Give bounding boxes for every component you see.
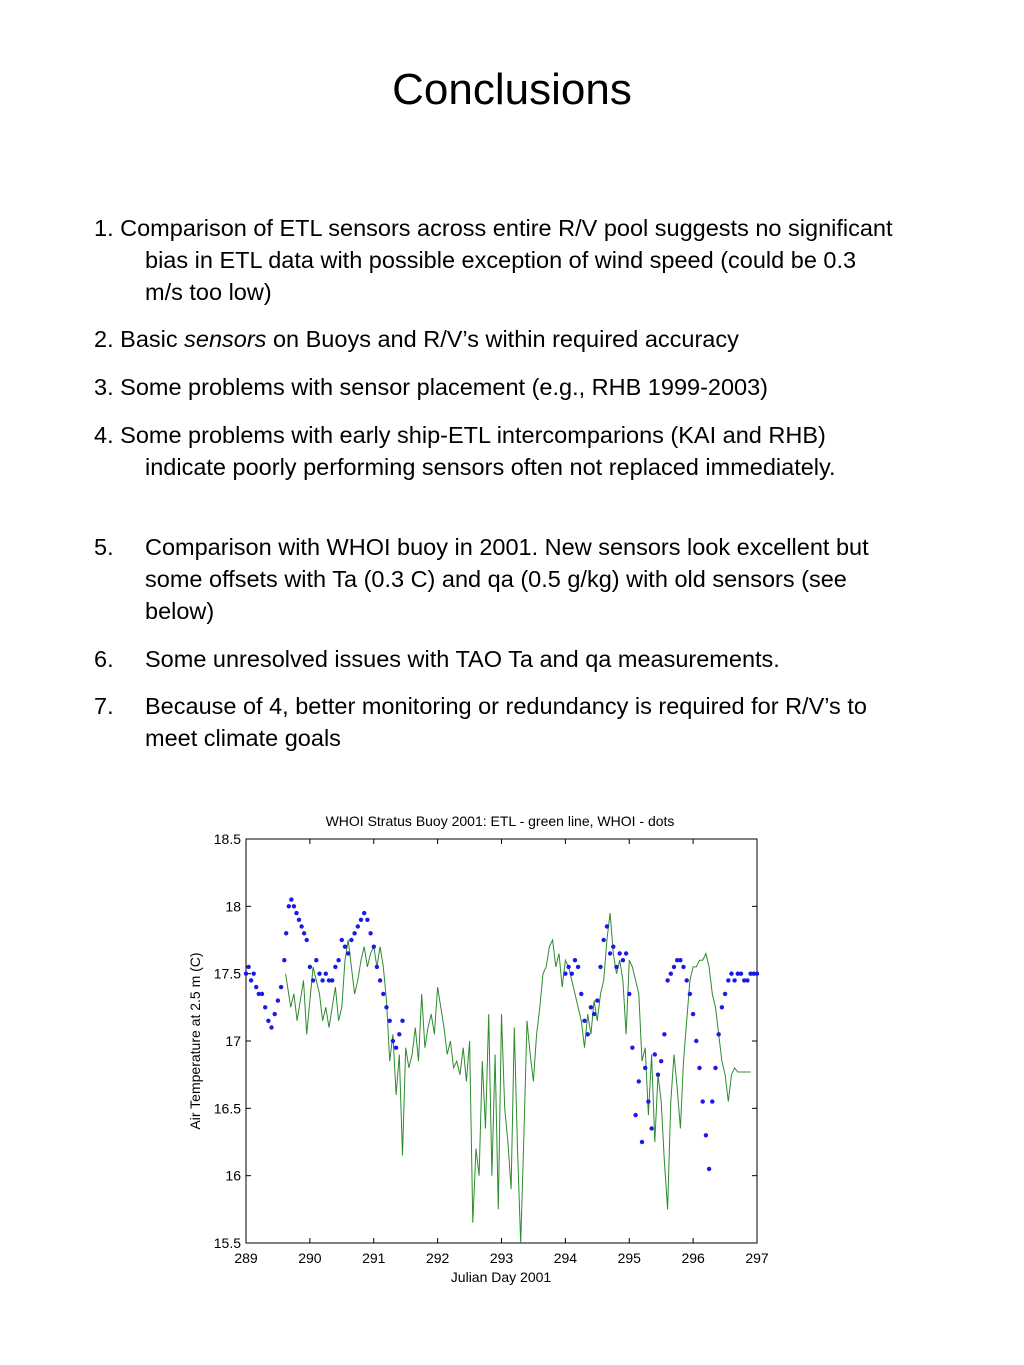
- whoi-dot: [570, 972, 574, 976]
- whoi-dot: [400, 1019, 404, 1023]
- whoi-dot: [586, 1032, 590, 1036]
- conclusion-item-3: [94, 371, 894, 403]
- whoi-dot: [302, 931, 306, 935]
- whoi-dot: [678, 958, 682, 962]
- whoi-dot: [346, 951, 350, 955]
- whoi-dot: [701, 1099, 705, 1103]
- whoi-dot: [656, 1073, 660, 1077]
- whoi-dot: [359, 918, 363, 922]
- etl-series: [286, 913, 751, 1243]
- whoi-dot: [592, 1012, 596, 1016]
- whoi-dot: [627, 992, 631, 996]
- whoi-dot: [694, 1039, 698, 1043]
- whoi-dot: [653, 1052, 657, 1056]
- y-tick-label: 16.5: [213, 1100, 241, 1117]
- conclusion-text: Some problems with early ship-ETL intercomparions (KAI and RHB) indicate poorly performing sensors often not replaced immediately.: [120, 422, 836, 480]
- whoi-dot: [710, 1099, 714, 1103]
- whoi-dot: [299, 924, 303, 928]
- whoi-dot: [669, 972, 673, 976]
- conclusion-number: 7.: [94, 693, 114, 719]
- whoi-dot: [697, 1066, 701, 1070]
- whoi-dot: [726, 978, 730, 982]
- whoi-dot: [362, 911, 366, 915]
- whoi-dot: [579, 992, 583, 996]
- whoi-dot: [266, 1019, 270, 1023]
- whoi-dot: [576, 965, 580, 969]
- whoi-dot: [573, 958, 577, 962]
- y-tick-label: 16: [225, 1167, 241, 1184]
- whoi-dot: [279, 985, 283, 989]
- whoi-dot: [308, 965, 312, 969]
- conclusion-text-after: on Buoys and R/V’s within required accuracy: [272, 326, 739, 352]
- whoi-dot: [704, 1133, 708, 1137]
- whoi-dot: [624, 951, 628, 955]
- whoi-dot: [244, 972, 248, 976]
- y-tick-label: 18.5: [213, 831, 241, 847]
- whoi-dot: [713, 1066, 717, 1070]
- conclusion-number: 5.: [94, 534, 114, 560]
- whoi-dot: [356, 924, 360, 928]
- whoi-dot: [691, 1012, 695, 1016]
- whoi-dot: [284, 931, 288, 935]
- whoi-dot: [333, 965, 337, 969]
- whoi-dot: [681, 965, 685, 969]
- conclusion-text: Some unresolved issues with TAO Ta and qa measurements.: [145, 646, 780, 672]
- chart-title: WHOI Stratus Buoy 2001: ETL - green line, WHOI - dots: [325, 813, 675, 829]
- conclusion-text: Some problems with sensor placement (e.g., RHB 1999-2003): [120, 374, 769, 400]
- whoi-dot: [246, 965, 250, 969]
- whoi-dot: [595, 998, 599, 1002]
- x-tick-label: 293: [489, 1250, 514, 1266]
- conclusion-number: 6.: [94, 646, 114, 672]
- whoi-dot: [378, 978, 382, 982]
- whoi-dot: [707, 1167, 711, 1171]
- whoi-dot: [294, 911, 298, 915]
- whoi-dot: [720, 1005, 724, 1009]
- whoi-dot: [375, 965, 379, 969]
- whoi-dot: [317, 972, 321, 976]
- whoi-dot: [292, 904, 296, 908]
- whoi-dot: [343, 945, 347, 949]
- whoi-dot: [381, 992, 385, 996]
- whoi-dot: [563, 972, 567, 976]
- whoi-dot: [745, 978, 749, 982]
- whoi-dot: [621, 958, 625, 962]
- whoi-dot: [614, 965, 618, 969]
- whoi-dot: [605, 924, 609, 928]
- x-tick-label: 291: [362, 1250, 386, 1266]
- conclusion-text-before: Basic: [120, 326, 178, 352]
- conclusion-number: 1.: [94, 215, 114, 241]
- whoi-dot: [640, 1140, 644, 1144]
- axis-ticks: [214, 831, 769, 1266]
- air-temperature-chart: [0, 800, 1024, 1300]
- whoi-dot: [630, 1046, 634, 1050]
- whoi-dot: [368, 931, 372, 935]
- whoi-dot: [665, 978, 669, 982]
- whoi-dot: [646, 1099, 650, 1103]
- whoi-dot: [252, 972, 256, 976]
- whoi-dot: [394, 1046, 398, 1050]
- etl-line: [286, 913, 751, 1243]
- whoi-dot: [311, 978, 315, 982]
- whoi-dot: [643, 1066, 647, 1070]
- whoi-dot: [297, 918, 301, 922]
- whoi-dot: [649, 1126, 653, 1130]
- conclusion-italic-word: sensors: [184, 326, 267, 352]
- whoi-dot: [330, 978, 334, 982]
- x-tick-label: 289: [234, 1250, 258, 1266]
- whoi-dot: [349, 938, 353, 942]
- whoi-dot: [659, 1059, 663, 1063]
- whoi-dot: [723, 992, 727, 996]
- whoi-dot: [260, 992, 264, 996]
- whoi-dot: [717, 1032, 721, 1036]
- conclusion-item-6: [94, 643, 894, 675]
- whoi-dot: [276, 998, 280, 1002]
- conclusion-item-7: [94, 690, 894, 754]
- whoi-dot: [611, 945, 615, 949]
- whoi-dot: [391, 1039, 395, 1043]
- whoi-dot: [365, 918, 369, 922]
- whoi-dot: [273, 1012, 277, 1016]
- y-tick-label: 15.5: [213, 1235, 241, 1251]
- whoi-dot: [269, 1025, 273, 1029]
- conclusion-text: Comparison of ETL sensors across entire R/V pool suggests no significant bias in ETL data with possible exception of wind speed (could be 0.3 m/s too low): [120, 215, 893, 305]
- whoi-dot: [324, 972, 328, 976]
- whoi-dot: [282, 958, 286, 962]
- whoi-dot: [566, 965, 570, 969]
- whoi-dot: [582, 1019, 586, 1023]
- x-tick-label: 290: [298, 1250, 322, 1266]
- whoi-dot: [685, 978, 689, 982]
- conclusion-text: Because of 4, better monitoring or redundancy is required for R/V’s to meet climate goals: [145, 693, 867, 751]
- whoi-dot: [254, 985, 258, 989]
- conclusion-number: 4.: [94, 422, 114, 448]
- whoi-dot: [598, 965, 602, 969]
- whoi-dot: [633, 1113, 637, 1117]
- whoi-dot: [352, 931, 356, 935]
- y-tick-label: 17.5: [213, 965, 241, 982]
- y-tick-label: 17: [225, 1033, 241, 1049]
- whoi-dot: [384, 1005, 388, 1009]
- whoi-dot: [287, 904, 291, 908]
- whoi-dot: [602, 938, 606, 942]
- whoi-dot: [289, 897, 293, 901]
- page-title: Conclusions: [392, 65, 632, 114]
- whoi-dot: [340, 938, 344, 942]
- conclusion-text: Comparison with WHOI buoy in 2001. New sensors look excellent but some offsets with Ta (0.3 C) and qa (0.5 g/kg) with old sensors (see below): [145, 534, 869, 624]
- whoi-dot: [372, 945, 376, 949]
- whoi-dot: [397, 1032, 401, 1036]
- whoi-dot: [672, 965, 676, 969]
- whoi-dot: [249, 978, 253, 982]
- x-tick-label: 296: [681, 1250, 705, 1266]
- conclusion-number: 3.: [94, 374, 114, 400]
- whoi-dot: [739, 972, 743, 976]
- conclusion-item-2: [94, 323, 894, 355]
- x-tick-label: 295: [617, 1250, 641, 1266]
- whoi-dot: [618, 951, 622, 955]
- x-axis-label: Julian Day 2001: [450, 1269, 552, 1285]
- x-tick-label: 294: [553, 1250, 578, 1266]
- whoi-dot: [336, 958, 340, 962]
- whoi-dot: [263, 1005, 267, 1009]
- whoi-dot: [314, 958, 318, 962]
- whoi-dot: [608, 951, 612, 955]
- conclusion-item-4: [94, 419, 894, 483]
- whoi-dot: [305, 938, 309, 942]
- whoi-dot: [637, 1079, 641, 1083]
- whoi-dot: [732, 978, 736, 982]
- conclusion-number: 2.: [94, 326, 114, 352]
- y-axis-label: Air Temperature at 2.5 m (C): [187, 952, 203, 1130]
- whoi-dot: [388, 1019, 392, 1023]
- y-tick-label: 18: [225, 898, 241, 915]
- whoi-dot: [320, 978, 324, 982]
- whoi-dot: [755, 972, 759, 976]
- x-tick-label: 292: [425, 1250, 450, 1266]
- whoi-dot: [589, 1005, 593, 1009]
- whoi-dot: [729, 972, 733, 976]
- conclusion-item-5: [94, 531, 894, 627]
- whoi-dot: [688, 992, 692, 996]
- whoi-dot: [662, 1032, 666, 1036]
- conclusion-item-1: [94, 212, 894, 308]
- x-tick-label: 297: [745, 1250, 769, 1266]
